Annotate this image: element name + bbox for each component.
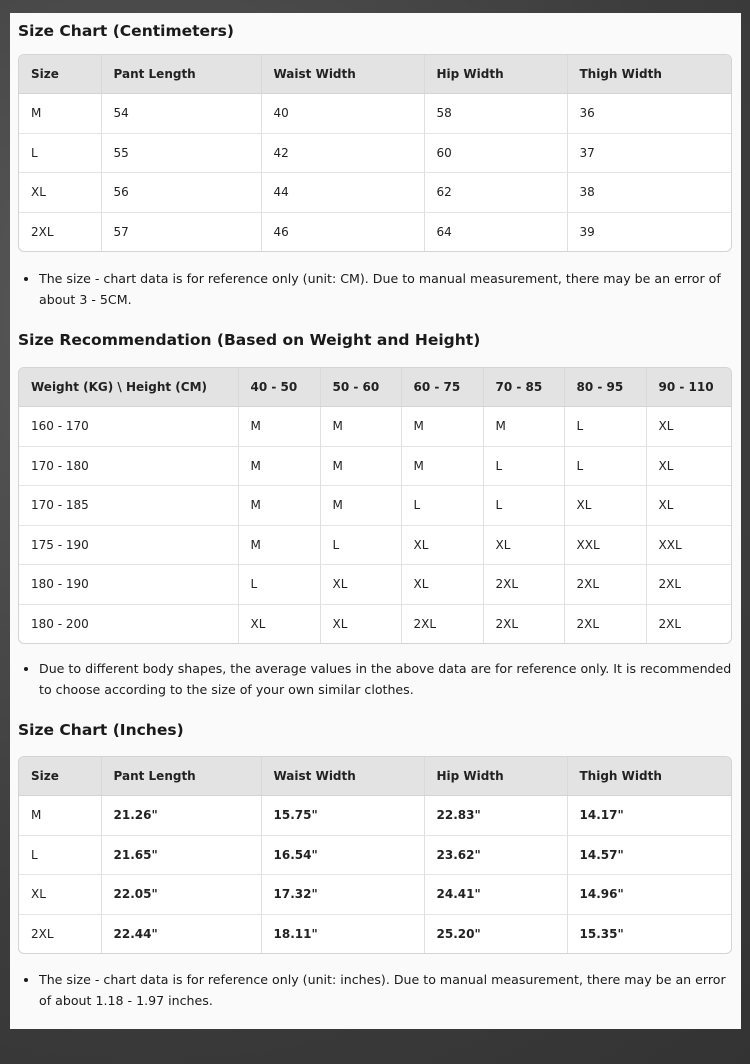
table-cell: 24.41": [424, 875, 567, 915]
column-header: 50 - 60: [320, 368, 401, 407]
table-row: [19, 565, 731, 605]
column-header: Weight (KG) \ Height (CM): [19, 368, 238, 407]
table-cell: 14.96": [567, 875, 731, 915]
column-header: Pant Length: [101, 55, 261, 94]
column-header: Thigh Width: [567, 55, 731, 94]
table-cell: 64: [424, 212, 567, 251]
table-cell: 170 - 185: [19, 486, 238, 526]
table-cell: 39: [567, 212, 731, 251]
table-cell: 2XL: [564, 604, 646, 643]
table-cell: 40: [261, 94, 424, 134]
column-header: 70 - 85: [483, 368, 564, 407]
table-header-row: [19, 368, 731, 407]
size-chart-inches-notes: [18, 969, 732, 1011]
table-cell: M: [401, 446, 483, 486]
column-header: 60 - 75: [401, 368, 483, 407]
table-row: [19, 604, 731, 643]
table-cell: XL: [320, 565, 401, 605]
table-cell: XL: [19, 875, 101, 915]
table-cell: M: [320, 407, 401, 447]
table-cell: XL: [483, 525, 564, 565]
table-cell: L: [238, 565, 320, 605]
table-cell: XXL: [564, 525, 646, 565]
table-cell: 15.35": [567, 914, 731, 953]
table-cell: 2XL: [483, 604, 564, 643]
table-cell: 38: [567, 173, 731, 213]
table-cell: XL: [646, 446, 731, 486]
size-chart-cm-table: [18, 54, 732, 252]
table-cell: 36: [579, 106, 595, 121]
column-header: Pant Length: [101, 757, 261, 796]
table-cell: 42: [261, 133, 424, 173]
table-cell: 2XL: [19, 212, 101, 251]
table-cell: 57: [101, 212, 261, 251]
table-cell: L: [401, 486, 483, 526]
table-cell: XL: [19, 173, 101, 213]
table-cell: L: [483, 486, 564, 526]
size-recommendation-table: [18, 367, 732, 644]
table-cell: L: [320, 525, 401, 565]
table-row: [19, 407, 731, 447]
table-cell: 60: [424, 133, 567, 173]
table-cell: XL: [658, 419, 674, 434]
column-header: Waist Width: [261, 757, 424, 796]
size-chart-inches-note: • The size - chart data is for reference only (unit: inches). Due to manual measurement, there may be an error of about 1.18 - 1.97 inches.: [39, 969, 732, 1011]
column-header: 40 - 50: [238, 368, 320, 407]
table-cell: 37: [567, 133, 731, 173]
table-cell: 14.17": [579, 808, 624, 823]
table-cell: 17.32": [261, 875, 424, 915]
table-cell: 54: [101, 94, 261, 134]
table-cell: L: [19, 835, 101, 875]
size-chart-inches-table: [18, 756, 732, 954]
table-cell: 2XL: [401, 604, 483, 643]
table-row: [19, 212, 731, 251]
table-row: [19, 94, 731, 134]
table-cell: M: [483, 407, 564, 447]
table-cell: 25.20": [424, 914, 567, 953]
table-cell: M: [320, 446, 401, 486]
table-row: [19, 914, 731, 953]
table-cell: M: [238, 525, 320, 565]
table-row: [19, 446, 731, 486]
column-header: Size: [19, 757, 101, 796]
table-cell: 23.62": [424, 835, 567, 875]
table-cell: M: [401, 407, 483, 447]
table-cell: XXL: [646, 525, 731, 565]
column-header: 80 - 95: [564, 368, 646, 407]
size-chart-cm-notes: [18, 268, 732, 310]
table-cell: M: [320, 486, 401, 526]
table-cell: 21.65": [101, 835, 261, 875]
table-cell: M: [238, 407, 320, 447]
table-cell: XL: [646, 486, 731, 526]
table-cell: 21.26": [101, 796, 261, 836]
column-header: Thigh Width: [567, 757, 731, 796]
table-cell: 2XL: [483, 565, 564, 605]
table-cell: M: [19, 796, 101, 836]
table-row: [19, 173, 731, 213]
size-chart-cm-note: • The size - chart data is for reference only (unit: CM). Due to manual measurement, there may be an error of about 3 - 5CM.: [39, 268, 732, 310]
table-cell: L: [564, 407, 646, 447]
table-cell: 175 - 190: [19, 525, 238, 565]
table-cell: 2XL: [646, 565, 731, 605]
table-cell: 58: [424, 94, 567, 134]
column-header: Hip Width: [424, 55, 567, 94]
size-chart-inches-title: Size Chart (Inches): [18, 721, 184, 739]
table-row: [19, 486, 731, 526]
table-cell: L: [19, 133, 101, 173]
table-cell: XL: [401, 525, 483, 565]
table-row: [19, 875, 731, 915]
table-cell: XL: [564, 486, 646, 526]
column-header: 90 - 110: [646, 368, 731, 407]
table-cell: 2XL: [19, 914, 101, 953]
column-header: Hip Width: [424, 757, 567, 796]
table-cell: 2XL: [564, 565, 646, 605]
size-recommendation-notes: [18, 658, 732, 700]
table-header-row: [19, 55, 731, 94]
table-cell: 180 - 200: [19, 604, 238, 643]
size-chart-cm-title: Size Chart (Centimeters): [18, 22, 234, 40]
table-cell: 46: [261, 212, 424, 251]
table-cell: 2XL: [646, 604, 731, 643]
table-row: [19, 133, 731, 173]
table-cell: 22.44": [101, 914, 261, 953]
table-cell: L: [564, 446, 646, 486]
size-guide-sheet: [10, 13, 741, 1029]
table-cell: 170 - 180: [19, 446, 238, 486]
table-row: [19, 525, 731, 565]
table-cell: 44: [261, 173, 424, 213]
table-cell: 55: [101, 133, 261, 173]
table-cell: 14.57": [567, 835, 731, 875]
table-cell: 56: [101, 173, 261, 213]
table-cell: M: [238, 486, 320, 526]
table-cell: 160 - 170: [19, 407, 238, 447]
table-cell: 18.11": [261, 914, 424, 953]
table-cell: M: [19, 94, 101, 134]
table-header-row: [19, 757, 731, 796]
table-cell: 62: [424, 173, 567, 213]
table-cell: XL: [401, 565, 483, 605]
column-header: Size: [19, 55, 101, 94]
table-cell: 22.05": [101, 875, 261, 915]
column-header: Waist Width: [261, 55, 424, 94]
table-cell: L: [483, 446, 564, 486]
table-cell: 15.75": [261, 796, 424, 836]
table-row: [19, 835, 731, 875]
table-cell: 180 - 190: [19, 565, 238, 605]
table-cell: XL: [320, 604, 401, 643]
table-cell: 22.83": [424, 796, 567, 836]
size-recommendation-title: Size Recommendation (Based on Weight and Height): [18, 331, 481, 349]
table-cell: M: [238, 446, 320, 486]
table-row: [19, 796, 731, 836]
size-recommendation-note: • Due to different body shapes, the average values in the above data are for reference only. It is recommended to choose according to the size of your own similar clothes.: [39, 658, 732, 700]
table-cell: XL: [238, 604, 320, 643]
table-cell: 16.54": [261, 835, 424, 875]
